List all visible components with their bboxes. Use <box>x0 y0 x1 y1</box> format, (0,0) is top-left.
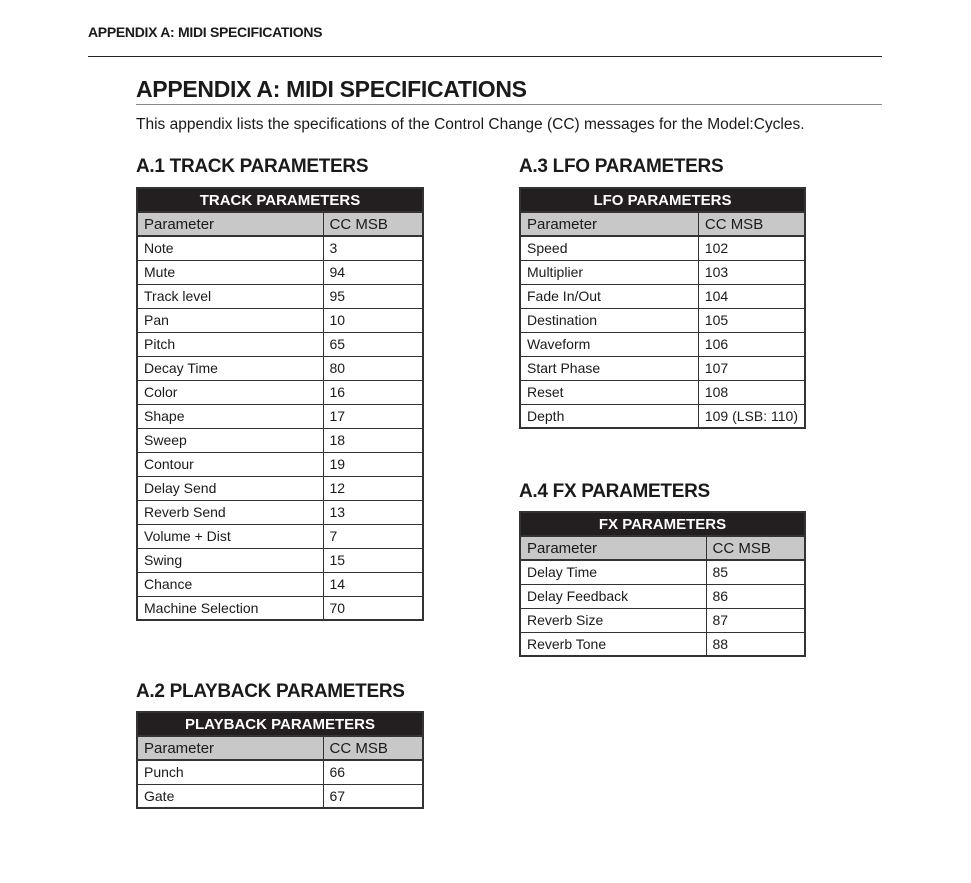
table-row <box>520 560 805 584</box>
parameter-name: Start Phase <box>520 356 698 380</box>
table-row <box>520 380 805 404</box>
table-caption: PLAYBACK PARAMETERS <box>137 712 423 736</box>
parameter-name: Speed <box>520 236 698 260</box>
table-row <box>520 332 805 356</box>
column-header-parameter: Parameter <box>520 212 698 236</box>
table-row <box>520 308 805 332</box>
track-section-heading: A.1 TRACK PARAMETERS <box>136 156 369 177</box>
column-header-cc-msb: CC MSB <box>323 212 423 236</box>
cc-msb-value: 86 <box>706 584 805 608</box>
column-header-parameter: Parameter <box>137 212 323 236</box>
cc-msb-value: 70 <box>323 596 423 620</box>
column-header-cc-msb: CC MSB <box>323 736 423 760</box>
parameter-name: Punch <box>137 760 323 784</box>
table-row <box>520 284 805 308</box>
cc-msb-value: 109 (LSB: 110) <box>698 404 805 428</box>
cc-msb-value: 14 <box>323 572 423 596</box>
track-parameters-table <box>136 187 424 621</box>
parameter-name: Fade In/Out <box>520 284 698 308</box>
cc-msb-value: 65 <box>323 332 423 356</box>
running-header: APPENDIX A: MIDI SPECIFICATIONS <box>88 24 323 40</box>
cc-msb-value: 15 <box>323 548 423 572</box>
column-header-cc-msb: CC MSB <box>706 536 805 560</box>
cc-msb-value: 3 <box>323 236 423 260</box>
column-header-cc-msb: CC MSB <box>698 212 805 236</box>
parameter-name: Swing <box>137 548 323 572</box>
parameter-name: Gate <box>137 784 323 808</box>
cc-msb-value: 13 <box>323 500 423 524</box>
fx-parameters-table <box>519 511 806 657</box>
cc-msb-value: 67 <box>323 784 423 808</box>
parameter-name: Delay Time <box>520 560 706 584</box>
table-row <box>520 404 805 428</box>
cc-msb-value: 12 <box>323 476 423 500</box>
table-row <box>137 284 423 308</box>
cc-msb-value: 104 <box>698 284 805 308</box>
intro-text: This appendix lists the specifications of the Control Change (CC) messages for the Model:Cycles. <box>136 116 805 133</box>
parameter-name: Volume + Dist <box>137 524 323 548</box>
page-title: APPENDIX A: MIDI SPECIFICATIONS <box>136 76 527 102</box>
parameter-name: Reverb Send <box>137 500 323 524</box>
header-rule <box>88 56 882 57</box>
parameter-name: Pan <box>137 308 323 332</box>
parameter-name: Delay Send <box>137 476 323 500</box>
table-row <box>137 760 423 784</box>
table-row <box>137 500 423 524</box>
parameter-name: Reset <box>520 380 698 404</box>
cc-msb-value: 95 <box>323 284 423 308</box>
table-row <box>520 584 805 608</box>
column-header-parameter: Parameter <box>520 536 706 560</box>
parameter-name: Note <box>137 236 323 260</box>
cc-msb-value: 85 <box>706 560 805 584</box>
cc-msb-value: 17 <box>323 404 423 428</box>
parameter-name: Multiplier <box>520 260 698 284</box>
table-row <box>137 548 423 572</box>
parameter-name: Waveform <box>520 332 698 356</box>
cc-msb-value: 94 <box>323 260 423 284</box>
parameter-name: Decay Time <box>137 356 323 380</box>
table-row <box>137 236 423 260</box>
table-row <box>137 452 423 476</box>
lfo-section-heading: A.3 LFO PARAMETERS <box>519 156 724 177</box>
table-row <box>137 260 423 284</box>
cc-msb-value: 10 <box>323 308 423 332</box>
table-row <box>137 380 423 404</box>
fx-section-heading: A.4 FX PARAMETERS <box>519 481 710 502</box>
table-caption: LFO PARAMETERS <box>520 188 805 212</box>
table-row <box>137 404 423 428</box>
cc-msb-value: 103 <box>698 260 805 284</box>
cc-msb-value: 87 <box>706 608 805 632</box>
parameter-name: Contour <box>137 452 323 476</box>
parameter-name: Destination <box>520 308 698 332</box>
parameter-name: Chance <box>137 572 323 596</box>
cc-msb-value: 106 <box>698 332 805 356</box>
parameter-name: Shape <box>137 404 323 428</box>
parameter-name: Reverb Tone <box>520 632 706 656</box>
parameter-name: Pitch <box>137 332 323 356</box>
playback-parameters-table <box>136 711 424 809</box>
cc-msb-value: 108 <box>698 380 805 404</box>
cc-msb-value: 16 <box>323 380 423 404</box>
table-row <box>137 784 423 808</box>
column-header-parameter: Parameter <box>137 736 323 760</box>
parameter-name: Sweep <box>137 428 323 452</box>
cc-msb-value: 107 <box>698 356 805 380</box>
cc-msb-value: 7 <box>323 524 423 548</box>
parameter-name: Mute <box>137 260 323 284</box>
parameter-name: Reverb Size <box>520 608 706 632</box>
table-row <box>137 428 423 452</box>
title-rule <box>136 104 882 105</box>
table-row <box>520 608 805 632</box>
cc-msb-value: 105 <box>698 308 805 332</box>
table-caption: FX PARAMETERS <box>520 512 805 536</box>
parameter-name: Machine Selection <box>137 596 323 620</box>
cc-msb-value: 80 <box>323 356 423 380</box>
table-row <box>137 572 423 596</box>
parameter-name: Depth <box>520 404 698 428</box>
parameter-name: Color <box>137 380 323 404</box>
cc-msb-value: 102 <box>698 236 805 260</box>
table-row <box>137 332 423 356</box>
table-row <box>520 260 805 284</box>
table-row <box>137 476 423 500</box>
table-row <box>137 524 423 548</box>
table-row <box>137 596 423 620</box>
lfo-parameters-table <box>519 187 806 429</box>
table-row <box>520 356 805 380</box>
cc-msb-value: 88 <box>706 632 805 656</box>
table-row <box>137 356 423 380</box>
table-row <box>520 236 805 260</box>
playback-section-heading: A.2 PLAYBACK PARAMETERS <box>136 681 405 702</box>
cc-msb-value: 66 <box>323 760 423 784</box>
parameter-name: Track level <box>137 284 323 308</box>
table-caption: TRACK PARAMETERS <box>137 188 423 212</box>
parameter-name: Delay Feedback <box>520 584 706 608</box>
cc-msb-value: 18 <box>323 428 423 452</box>
table-row <box>137 308 423 332</box>
cc-msb-value: 19 <box>323 452 423 476</box>
table-row <box>520 632 805 656</box>
